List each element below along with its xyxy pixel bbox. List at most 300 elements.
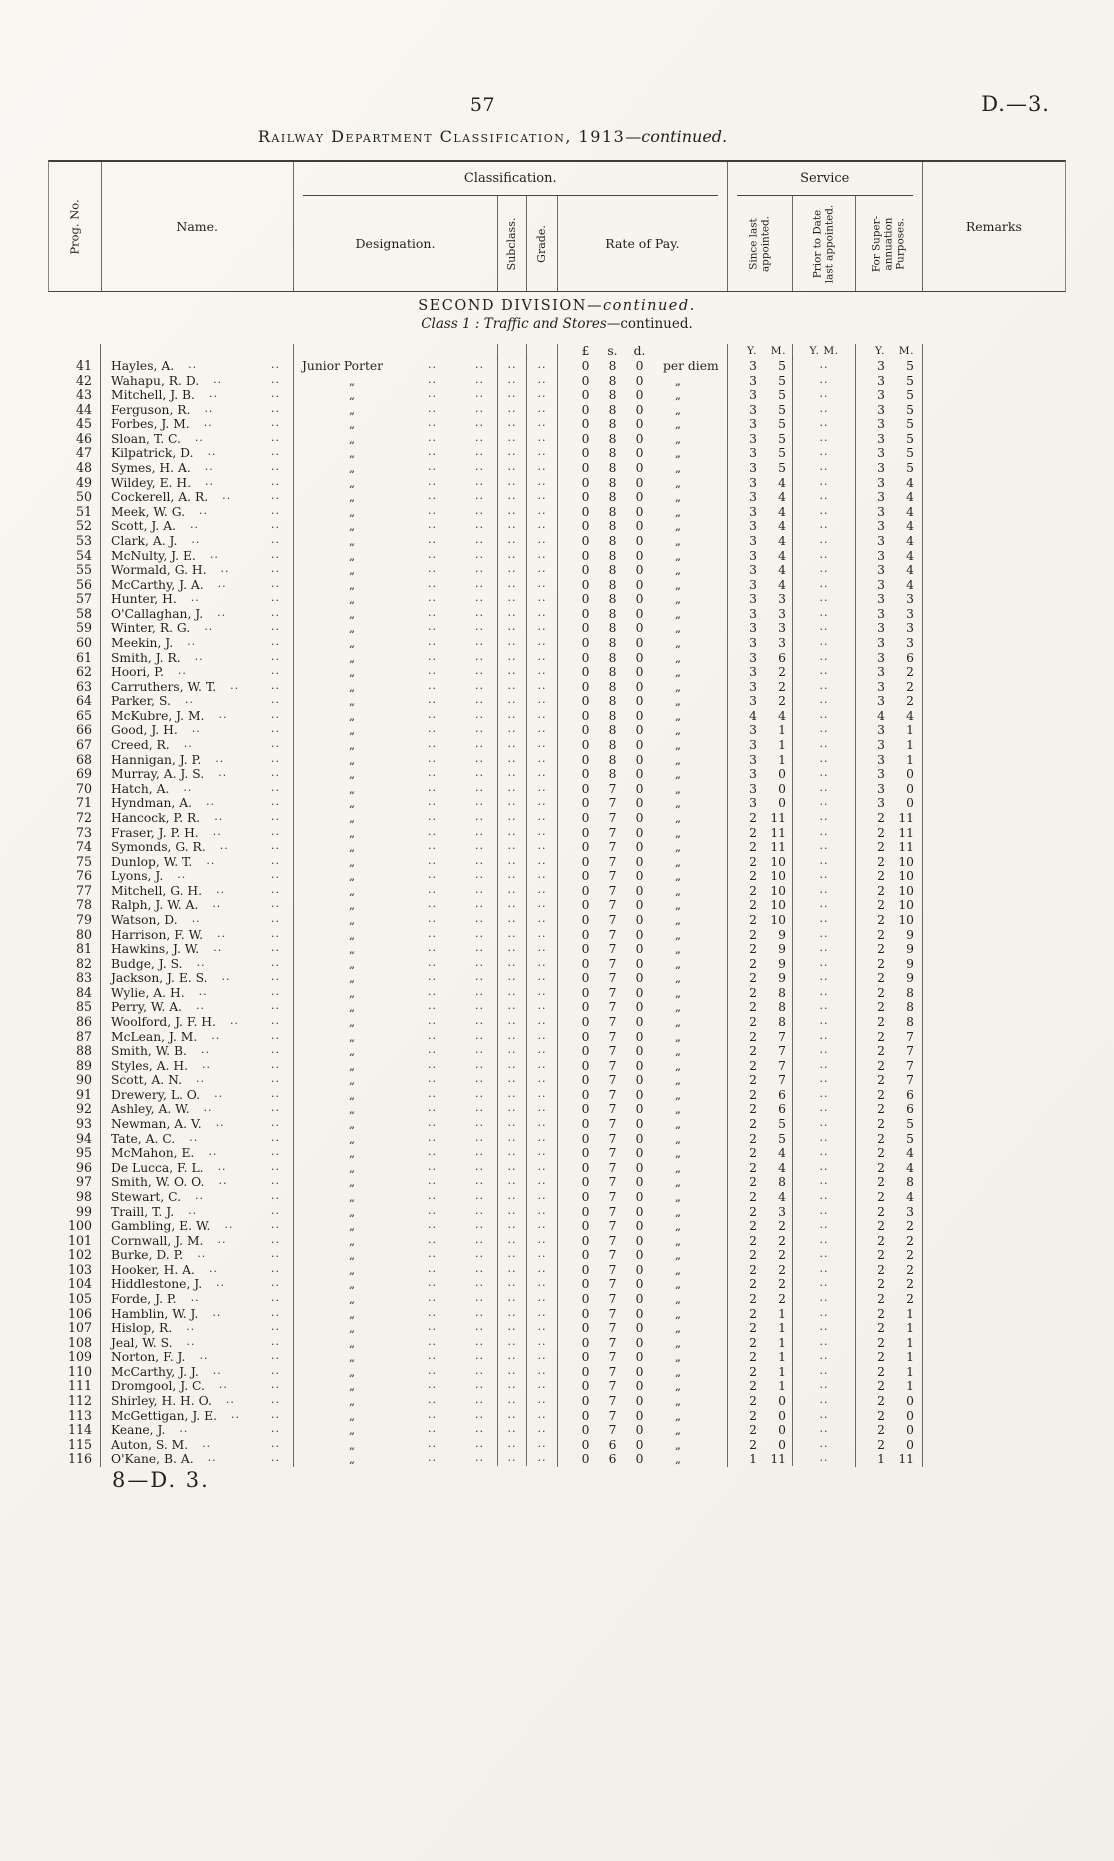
row-grade: .. xyxy=(526,999,557,1014)
rate-pence: 0 xyxy=(635,1233,644,1248)
leader-dots: .. xyxy=(428,1292,437,1304)
leader-dots: .. xyxy=(475,1073,484,1086)
row-rate-of-pay xyxy=(557,898,727,913)
leader-dots: .. xyxy=(475,359,484,371)
rate-note: „ xyxy=(675,417,681,432)
leader-dots: .. xyxy=(428,665,437,678)
row-prior-to-date: .. xyxy=(792,825,855,840)
row-prior-to-date: .. xyxy=(792,970,855,985)
row-prior-to-date: .. xyxy=(792,664,855,679)
leader-dots: .. xyxy=(428,592,437,605)
leader-dots: .. xyxy=(428,1452,437,1465)
row-rate-of-pay xyxy=(557,884,727,899)
leader-dots: .. xyxy=(271,621,280,634)
row-designation xyxy=(293,1175,497,1190)
row-superannuation xyxy=(855,1336,922,1351)
row-designation xyxy=(293,665,497,680)
super-years: 2 xyxy=(877,854,885,869)
row-subclass: .. xyxy=(497,737,526,752)
since-years: 2 xyxy=(749,1437,757,1452)
leader-dots: .. xyxy=(271,606,280,619)
row-superannuation xyxy=(855,913,922,928)
rate-pence: 0 xyxy=(635,592,644,607)
row-designation xyxy=(293,811,497,826)
employee-name: Hancock, P. R. xyxy=(111,810,201,825)
rate-pence: 0 xyxy=(635,1219,644,1234)
leader-dots: .. xyxy=(428,1437,437,1450)
rate-pence: 0 xyxy=(635,1364,644,1379)
rate-pounds: 0 xyxy=(581,1029,590,1044)
leader-dots: .. xyxy=(475,1087,484,1100)
row-since-last-appointed xyxy=(727,1350,792,1365)
employee-name: Parker, S. xyxy=(111,694,171,709)
rate-pounds: 0 xyxy=(581,752,590,767)
rate-shillings: 7 xyxy=(608,1277,617,1292)
employee-name: Symonds, G. R. xyxy=(111,840,206,855)
row-since-last-appointed xyxy=(727,840,792,855)
rate-shillings: 7 xyxy=(608,781,617,796)
since-years: 3 xyxy=(749,548,757,563)
employee-name: Ralph, J. W. A. xyxy=(111,898,199,913)
rate-shillings: 8 xyxy=(608,446,617,461)
since-years: 2 xyxy=(749,1029,757,1044)
table-row xyxy=(48,1409,1066,1424)
row-rate-of-pay xyxy=(557,1175,727,1190)
row-subclass: .. xyxy=(497,475,526,490)
designation-text: „ xyxy=(349,1408,355,1423)
row-prog-no: 105 xyxy=(67,1292,92,1306)
leader-dots: .. xyxy=(271,1131,280,1144)
super-months: 8 xyxy=(906,1015,914,1030)
row-subclass: .. xyxy=(497,373,526,388)
super-years: 3 xyxy=(877,621,885,636)
leader-dots: .. xyxy=(475,1248,484,1261)
leader-dots: .. xyxy=(189,1131,199,1144)
leader-dots: .. xyxy=(428,854,437,867)
row-prior-to-date: .. xyxy=(792,1364,855,1379)
rate-shillings: 7 xyxy=(608,840,617,855)
row-grade: .. xyxy=(526,475,557,490)
since-months: 0 xyxy=(778,1394,786,1409)
row-superannuation xyxy=(855,1073,922,1088)
rate-pence: 0 xyxy=(635,694,644,709)
header-grade: Grade. xyxy=(526,196,557,291)
rate-shillings: 7 xyxy=(608,956,617,971)
row-prog-no: 74 xyxy=(75,840,92,855)
rate-shillings: 7 xyxy=(608,1073,617,1088)
super-years: 2 xyxy=(877,1233,885,1248)
designation-text: „ xyxy=(349,679,355,694)
rate-pounds: 0 xyxy=(581,533,590,548)
rate-pounds: 0 xyxy=(581,1219,590,1234)
row-name xyxy=(100,1000,293,1015)
row-rate-of-pay xyxy=(557,1307,727,1322)
row-grade: .. xyxy=(526,1029,557,1044)
row-since-last-appointed xyxy=(727,1015,792,1030)
designation-text: „ xyxy=(349,1175,355,1190)
since-months: 5 xyxy=(778,431,786,446)
since-years: 3 xyxy=(749,373,757,388)
row-rate-of-pay xyxy=(557,971,727,986)
leader-dots: .. xyxy=(230,679,240,692)
row-subclass: .. xyxy=(497,1437,526,1452)
row-prog-no: 108 xyxy=(67,1335,92,1350)
designation-text: „ xyxy=(349,621,355,636)
leader-dots: .. xyxy=(428,1233,437,1246)
row-designation xyxy=(293,359,497,374)
rate-pounds: 0 xyxy=(581,461,590,476)
leader-dots: .. xyxy=(271,1408,280,1421)
row-designation xyxy=(293,1015,497,1030)
rate-shillings: 8 xyxy=(608,548,617,563)
row-remarks xyxy=(922,578,1066,593)
row-subclass: .. xyxy=(497,533,526,548)
since-months: 3 xyxy=(778,1204,786,1219)
row-designation xyxy=(293,680,497,695)
leader-dots: .. xyxy=(475,402,484,415)
rate-pence: 0 xyxy=(635,971,644,986)
leader-dots: .. xyxy=(475,606,484,619)
row-prog-no: 63 xyxy=(75,679,92,694)
rate-pence: 0 xyxy=(635,810,644,825)
since-years: 2 xyxy=(749,898,757,913)
table-row xyxy=(48,1030,1066,1045)
row-prog-no: 90 xyxy=(75,1073,92,1088)
row-since-last-appointed xyxy=(727,1277,792,1292)
leader-dots: .. xyxy=(271,1321,280,1334)
row-name xyxy=(100,1277,293,1292)
super-years: 3 xyxy=(877,533,885,548)
super-years: 2 xyxy=(877,1189,885,1204)
super-years: 2 xyxy=(877,1277,885,1292)
row-designation xyxy=(293,417,497,432)
row-superannuation xyxy=(855,665,922,680)
since-months: 4 xyxy=(778,577,786,592)
leader-dots: .. xyxy=(184,694,194,707)
leader-dots: .. xyxy=(475,985,484,998)
table-row xyxy=(48,519,1066,534)
leader-dots: .. xyxy=(428,810,437,823)
employee-name: Mitchell, J. B. xyxy=(111,388,195,403)
rate-pence: 0 xyxy=(635,1248,644,1263)
since-months: 1 xyxy=(778,1350,786,1365)
row-prior-to-date: .. xyxy=(792,868,855,883)
rate-pounds: 0 xyxy=(581,1350,590,1365)
designation-text: „ xyxy=(349,461,355,476)
super-months: 10 xyxy=(898,898,914,913)
row-subclass: .. xyxy=(497,489,526,504)
row-name xyxy=(100,665,293,680)
rate-shillings: 7 xyxy=(608,1292,617,1306)
units-prior-ym: Y. M. xyxy=(792,344,855,359)
table-row xyxy=(48,723,1066,738)
super-months: 3 xyxy=(906,635,914,650)
row-prog-no: 115 xyxy=(67,1437,92,1452)
row-prog-no: 67 xyxy=(75,738,92,753)
leader-dots: .. xyxy=(205,796,215,809)
designation-text: „ xyxy=(349,1292,355,1306)
rate-pounds: 0 xyxy=(581,1160,590,1175)
designation-text: „ xyxy=(349,1277,355,1292)
row-name xyxy=(100,1394,293,1409)
row-prog-no: 109 xyxy=(67,1350,92,1365)
table-row xyxy=(48,738,1066,753)
leader-dots: .. xyxy=(203,417,213,430)
table-row xyxy=(48,1307,1066,1322)
since-months: 9 xyxy=(778,971,786,986)
employee-name: O'Callaghan, J. xyxy=(111,606,204,621)
row-prog-no: 89 xyxy=(75,1058,92,1073)
rate-pounds: 0 xyxy=(581,1335,590,1350)
since-months: 4 xyxy=(778,504,786,519)
row-rate-of-pay xyxy=(557,1423,727,1438)
row-name xyxy=(100,490,293,505)
row-remarks xyxy=(922,1030,1066,1045)
since-years: 2 xyxy=(749,985,757,1000)
table-row xyxy=(48,884,1066,899)
row-grade: .. xyxy=(526,1247,557,1262)
rate-shillings: 7 xyxy=(608,912,617,927)
row-grade: .. xyxy=(526,897,557,912)
row-prior-to-date: .. xyxy=(792,897,855,912)
row-designation xyxy=(293,767,497,782)
leader-dots: .. xyxy=(428,767,437,780)
units-money: £ s. d. xyxy=(557,344,727,359)
leader-dots: .. xyxy=(428,694,437,707)
row-name xyxy=(100,1336,293,1351)
row-grade: .. xyxy=(526,693,557,708)
designation-text: „ xyxy=(349,402,355,417)
rate-pounds: 0 xyxy=(581,577,590,592)
row-remarks xyxy=(922,1350,1066,1365)
employee-name: Hannigan, J. P. xyxy=(111,752,202,767)
row-remarks xyxy=(922,1379,1066,1394)
leader-dots: .. xyxy=(271,767,280,780)
row-designation xyxy=(293,563,497,578)
row-superannuation xyxy=(855,898,922,913)
since-years: 3 xyxy=(749,490,757,505)
row-prog-no: 97 xyxy=(75,1175,92,1190)
row-prog-no: 58 xyxy=(75,606,92,621)
row-prog-no: 46 xyxy=(75,431,92,446)
since-years: 2 xyxy=(749,810,757,825)
leader-dots: .. xyxy=(475,1102,484,1115)
row-rate-of-pay xyxy=(557,1117,727,1132)
leader-dots: .. xyxy=(208,1146,218,1159)
since-months: 2 xyxy=(778,694,786,709)
leader-dots: .. xyxy=(475,1364,484,1377)
leader-dots: .. xyxy=(202,1437,212,1450)
since-months: 11 xyxy=(770,840,786,855)
leader-dots: .. xyxy=(428,1175,437,1188)
row-prior-to-date: .. xyxy=(792,358,855,373)
table-row xyxy=(48,782,1066,797)
rate-pence: 0 xyxy=(635,1058,644,1073)
row-subclass: .. xyxy=(497,956,526,971)
since-years: 2 xyxy=(749,1335,757,1350)
row-superannuation xyxy=(855,1161,922,1176)
table-row xyxy=(48,840,1066,855)
since-months: 7 xyxy=(778,1029,786,1044)
row-name xyxy=(100,826,293,841)
row-rate-of-pay xyxy=(557,592,727,607)
super-months: 5 xyxy=(906,461,914,476)
leader-dots: .. xyxy=(428,796,437,809)
row-designation xyxy=(293,1234,497,1249)
leader-dots: .. xyxy=(428,1219,437,1232)
row-prior-to-date: .. xyxy=(792,795,855,810)
rate-pounds: 0 xyxy=(581,738,590,753)
rate-shillings: 8 xyxy=(608,533,617,548)
super-months: 3 xyxy=(906,1204,914,1219)
table-row xyxy=(48,1452,1066,1467)
rate-shillings: 7 xyxy=(608,942,617,957)
row-designation xyxy=(293,957,497,972)
row-name xyxy=(100,1350,293,1365)
row-rate-of-pay xyxy=(557,403,727,418)
designation-text: „ xyxy=(349,971,355,986)
leader-dots: .. xyxy=(475,1044,484,1057)
row-prior-to-date: .. xyxy=(792,1291,855,1306)
super-months: 4 xyxy=(906,1160,914,1175)
row-designation xyxy=(293,519,497,534)
row-rate-of-pay xyxy=(557,636,727,651)
rate-note: per diem xyxy=(663,359,719,373)
super-months: 9 xyxy=(906,956,914,971)
units-row xyxy=(48,344,1066,359)
row-since-last-appointed xyxy=(727,417,792,432)
rate-note: „ xyxy=(675,388,681,403)
leader-dots: .. xyxy=(190,1292,200,1304)
since-years: 3 xyxy=(749,504,757,519)
rate-shillings: 8 xyxy=(608,373,617,388)
row-remarks xyxy=(922,957,1066,972)
row-superannuation xyxy=(855,651,922,666)
row-prog-no: 59 xyxy=(75,621,92,636)
row-grade: .. xyxy=(526,460,557,475)
row-prog-no: 55 xyxy=(75,563,92,578)
rate-note: „ xyxy=(675,1029,681,1044)
table-row xyxy=(48,1015,1066,1030)
row-superannuation xyxy=(855,1292,922,1307)
designation-text: „ xyxy=(349,1102,355,1117)
employee-name: Symes, H. A. xyxy=(111,461,191,476)
since-years: 3 xyxy=(749,417,757,432)
table-row xyxy=(48,680,1066,695)
row-grade: .. xyxy=(526,1320,557,1335)
rate-note: „ xyxy=(675,840,681,855)
employee-name: De Lucca, F. L. xyxy=(111,1160,204,1175)
leader-dots: .. xyxy=(475,1189,484,1202)
row-rate-of-pay xyxy=(557,388,727,403)
rate-pence: 0 xyxy=(635,1131,644,1146)
leader-dots: .. xyxy=(428,1073,437,1086)
row-prior-to-date: .. xyxy=(792,1306,855,1321)
rate-shillings: 7 xyxy=(608,810,617,825)
row-prog-no: 64 xyxy=(75,694,92,709)
table-row xyxy=(48,549,1066,564)
rate-note: „ xyxy=(675,1248,681,1263)
rate-pounds: 0 xyxy=(581,1277,590,1292)
row-prior-to-date: .. xyxy=(792,1335,855,1350)
leader-dots: .. xyxy=(475,723,484,736)
row-designation xyxy=(293,461,497,476)
leader-dots: .. xyxy=(271,1394,280,1407)
super-months: 4 xyxy=(906,1189,914,1204)
super-months: 8 xyxy=(906,985,914,1000)
since-years: 3 xyxy=(749,461,757,476)
since-months: 2 xyxy=(778,1292,786,1306)
rate-pence: 0 xyxy=(635,825,644,840)
row-designation xyxy=(293,1117,497,1132)
rate-pounds: 0 xyxy=(581,781,590,796)
row-grade: .. xyxy=(526,810,557,825)
row-designation xyxy=(293,1146,497,1161)
row-prior-to-date: .. xyxy=(792,489,855,504)
row-prior-to-date: .. xyxy=(792,839,855,854)
row-superannuation xyxy=(855,374,922,389)
rate-pounds: 0 xyxy=(581,1408,590,1423)
rate-pounds: 0 xyxy=(581,912,590,927)
rate-note: „ xyxy=(675,1073,681,1088)
row-superannuation xyxy=(855,1234,922,1249)
rate-pence: 0 xyxy=(635,912,644,927)
leader-dots: .. xyxy=(428,679,437,692)
leader-dots: .. xyxy=(271,1160,280,1173)
row-designation xyxy=(293,1452,497,1467)
row-remarks xyxy=(922,534,1066,549)
row-superannuation xyxy=(855,592,922,607)
leader-dots: .. xyxy=(475,1233,484,1246)
leader-dots: .. xyxy=(271,854,280,867)
leader-dots: .. xyxy=(231,1408,241,1421)
row-grade: .. xyxy=(526,489,557,504)
since-months: 8 xyxy=(778,985,786,1000)
table-row xyxy=(48,1365,1066,1380)
row-superannuation xyxy=(855,1175,922,1190)
row-subclass: .. xyxy=(497,518,526,533)
row-remarks xyxy=(922,1146,1066,1161)
leader-dots: .. xyxy=(428,708,437,721)
rate-pence: 0 xyxy=(635,1335,644,1350)
table-row xyxy=(48,636,1066,651)
super-years: 2 xyxy=(877,1423,885,1438)
designation-text: „ xyxy=(349,898,355,913)
row-prior-to-date: .. xyxy=(792,650,855,665)
row-prior-to-date: .. xyxy=(792,548,855,563)
super-years: 2 xyxy=(877,1044,885,1059)
row-prior-to-date: .. xyxy=(792,1247,855,1262)
employee-name: McCarthy, J. J. xyxy=(111,1364,199,1379)
row-rate-of-pay xyxy=(557,578,727,593)
row-remarks xyxy=(922,942,1066,957)
row-prior-to-date: .. xyxy=(792,1218,855,1233)
row-prog-no: 51 xyxy=(75,504,92,519)
row-subclass: .. xyxy=(497,1116,526,1131)
designation-text: „ xyxy=(349,1015,355,1030)
row-superannuation xyxy=(855,519,922,534)
rate-pence: 0 xyxy=(635,956,644,971)
row-prior-to-date: .. xyxy=(792,620,855,635)
table-row xyxy=(48,855,1066,870)
rate-note: „ xyxy=(675,1131,681,1146)
super-months: 1 xyxy=(906,1335,914,1350)
super-years: 2 xyxy=(877,1073,885,1088)
row-remarks xyxy=(922,592,1066,607)
row-subclass: .. xyxy=(497,1233,526,1248)
super-months: 9 xyxy=(906,971,914,986)
row-remarks xyxy=(922,1175,1066,1190)
